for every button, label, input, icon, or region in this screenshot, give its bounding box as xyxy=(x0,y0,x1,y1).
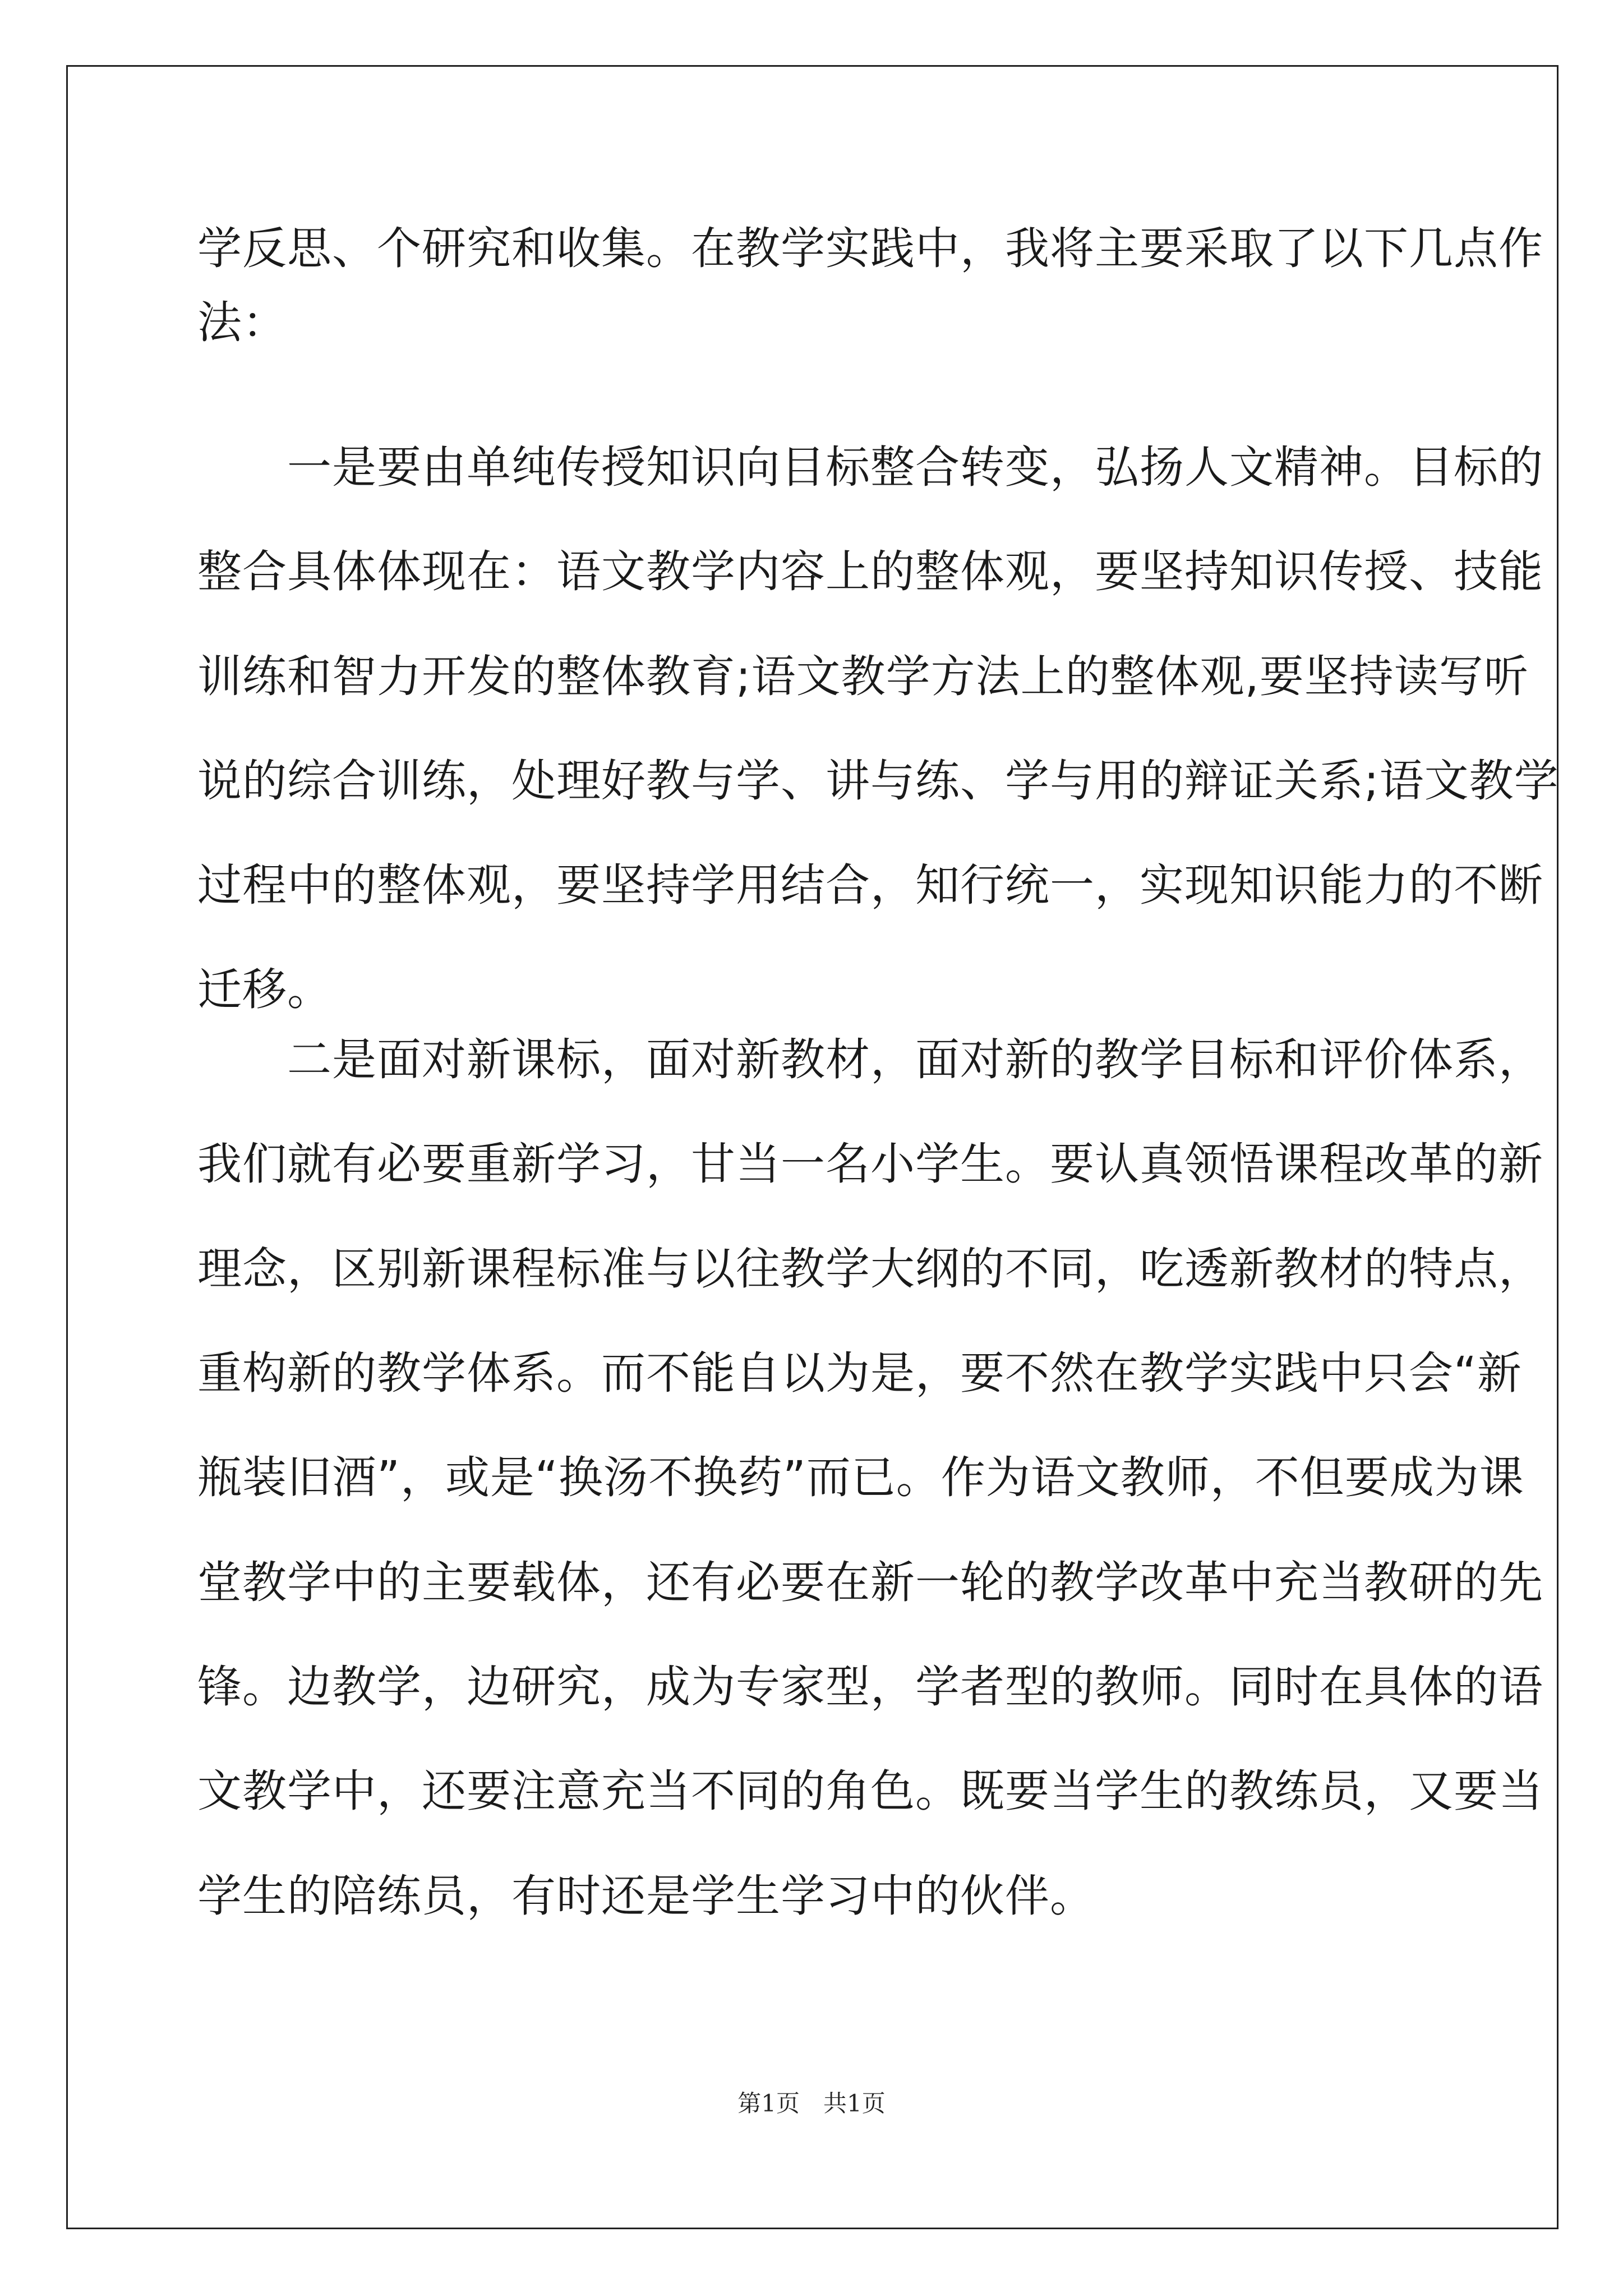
text-line: 说的综合训练，处理好教与学、讲与练、学与用的辩证关系;语文教学 xyxy=(197,755,1559,807)
text-line: 重构新的教学体系。而不能自以为是，要不然在教学实践中只会“新 xyxy=(197,1347,1522,1399)
text-line: 堂教学中的主要载体，还有必要在新一轮的教学改革中充当教研的先 xyxy=(197,1557,1543,1608)
text-line: 整合具体体现在：语文教学内容上的整体观，要坚持知识传授、技能 xyxy=(197,546,1543,597)
text-line: 训练和智力开发的整体教育;语文教学方法上的整体观,要坚持读写听 xyxy=(197,651,1529,702)
text-line: 我们就有必要重新学习，甘当一名小学生。要认真领悟课程改革的新 xyxy=(197,1138,1543,1190)
text-line: 瓶装旧酒”，或是“换汤不换药”而已。作为语文教师，不但要成为课 xyxy=(197,1452,1524,1503)
text-line: 锋。边教学，边研究，成为专家型，学者型的教师。同时在具体的语 xyxy=(197,1661,1543,1713)
text-line: 学生的陪练员，有时还是学生学习中的伙伴。 xyxy=(197,1870,1095,1922)
text-line: 过程中的整体观，要坚持学用结合，知行统一，实现知识能力的不断 xyxy=(197,859,1543,911)
text-line: 学反思、个研究和收集。在教学实践中，我将主要采取了以下几点作 xyxy=(197,223,1543,274)
text-line: 迁移。 xyxy=(197,964,332,1015)
text-line: 二是面对新课标，面对新教材，面对新的教学目标和评价体系， xyxy=(197,1034,1543,1085)
text-line: 一是要由单纯传授知识向目标整合转变，弘扬人文精神。目标的 xyxy=(197,441,1543,493)
text-line: 文教学中，还要注意充当不同的角色。既要当学生的教练员，又要当 xyxy=(197,1765,1543,1817)
text-line: 理念，区别新课程标准与以往教学大纲的不同，吃透新教材的特点， xyxy=(197,1243,1543,1295)
text-line: 法： xyxy=(197,297,287,348)
page-number-footer: 第1页 共1页 xyxy=(737,2090,886,2117)
